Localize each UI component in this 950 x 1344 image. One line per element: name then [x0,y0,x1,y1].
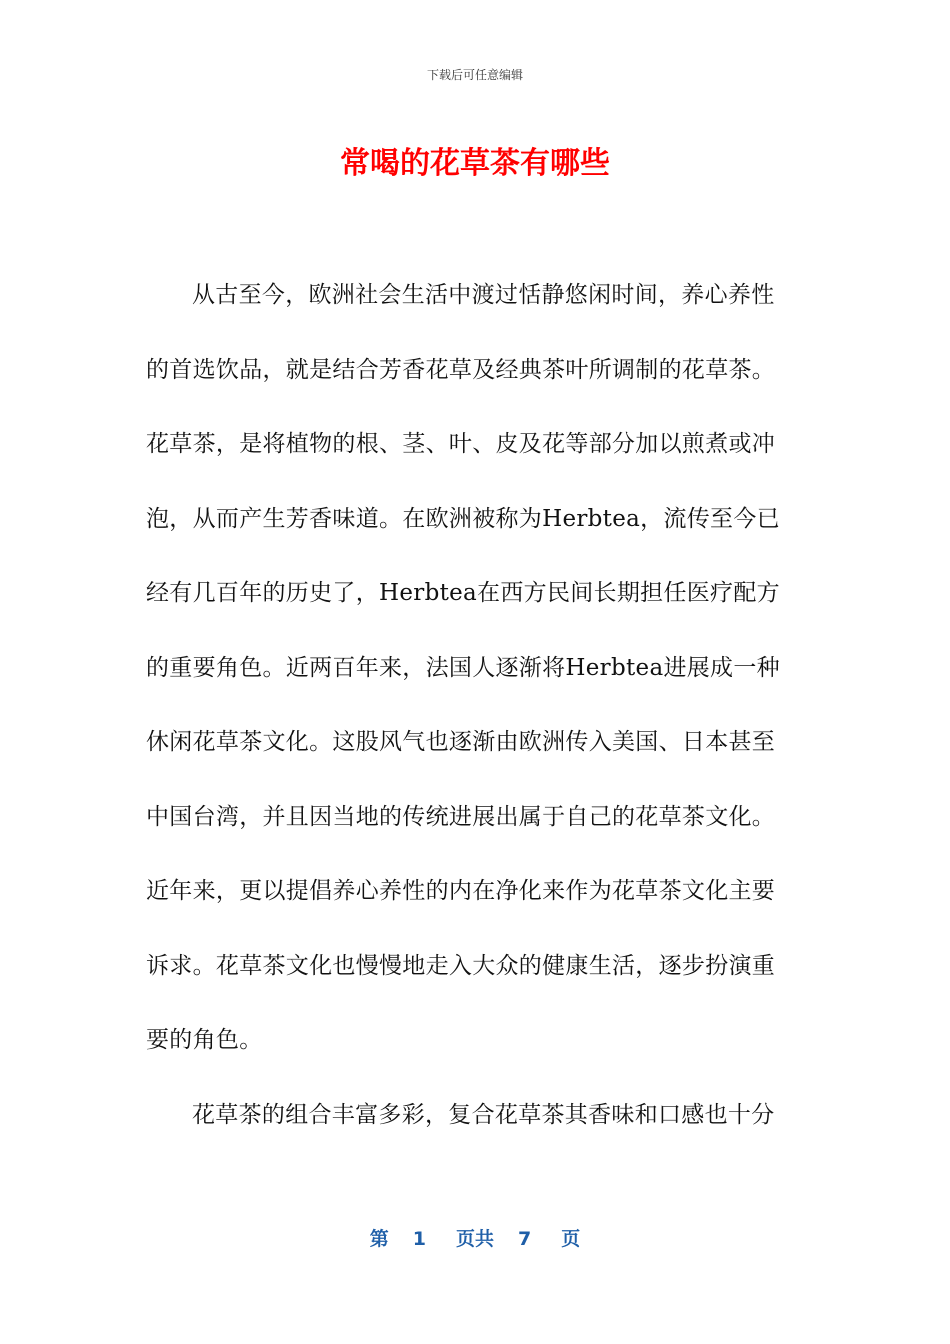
page-footer [0,1226,950,1252]
page-label-suffix: 页 [561,1228,581,1250]
page-number: 1 [412,1228,426,1250]
paragraph-line: 的重要角色。近两百年来，法国人逐渐将Herbtea进展成一种 [146,654,780,681]
paragraph-line: 的首选饮品，就是结合芳香花草及经典茶叶所调制的花草茶。 [146,356,776,383]
paragraph-line: 泡，从而产生芳香味道。在欧洲被称为Herbtea，流传至今已 [146,505,780,532]
paragraph-line: 从古至今，欧洲社会生活中渡过恬静悠闲时间，养心养性 [192,282,775,308]
document-title: 常喝的花草茶有哪些 [340,146,610,181]
header-note: 下载后可任意编辑 [426,68,523,82]
paragraph-line: 休闲花草茶文化。这股风气也逐渐由欧洲传入美国、日本甚至 [146,729,776,755]
page-label-mid: 页共 [455,1228,494,1250]
paragraph-line: 中国台湾，并且因当地的传统进展出属于自己的花草茶文化。 [146,803,776,830]
paragraph-line: 花草茶的组合丰富多彩，复合花草茶其香味和口感也十分 [192,1101,775,1128]
body-text [146,258,790,1152]
paragraph-line: 诉求。花草茶文化也慢慢地走入大众的健康生活，逐步扮演重 [146,952,776,979]
paragraph-line: 经有几百年的历史了，Herbtea在西方民间长期担任医疗配方 [146,580,780,606]
total-pages: 7 [518,1228,532,1250]
page-label-prefix: 第 [369,1228,389,1250]
paragraph-line: 近年来，更以提倡养心养性的内在净化来作为花草茶文化主要 [146,878,776,904]
paragraph-line: 花草茶，是将植物的根、茎、叶、皮及花等部分加以煎煮或冲 [146,431,776,457]
paragraph-line: 要的角色。 [146,1027,263,1053]
